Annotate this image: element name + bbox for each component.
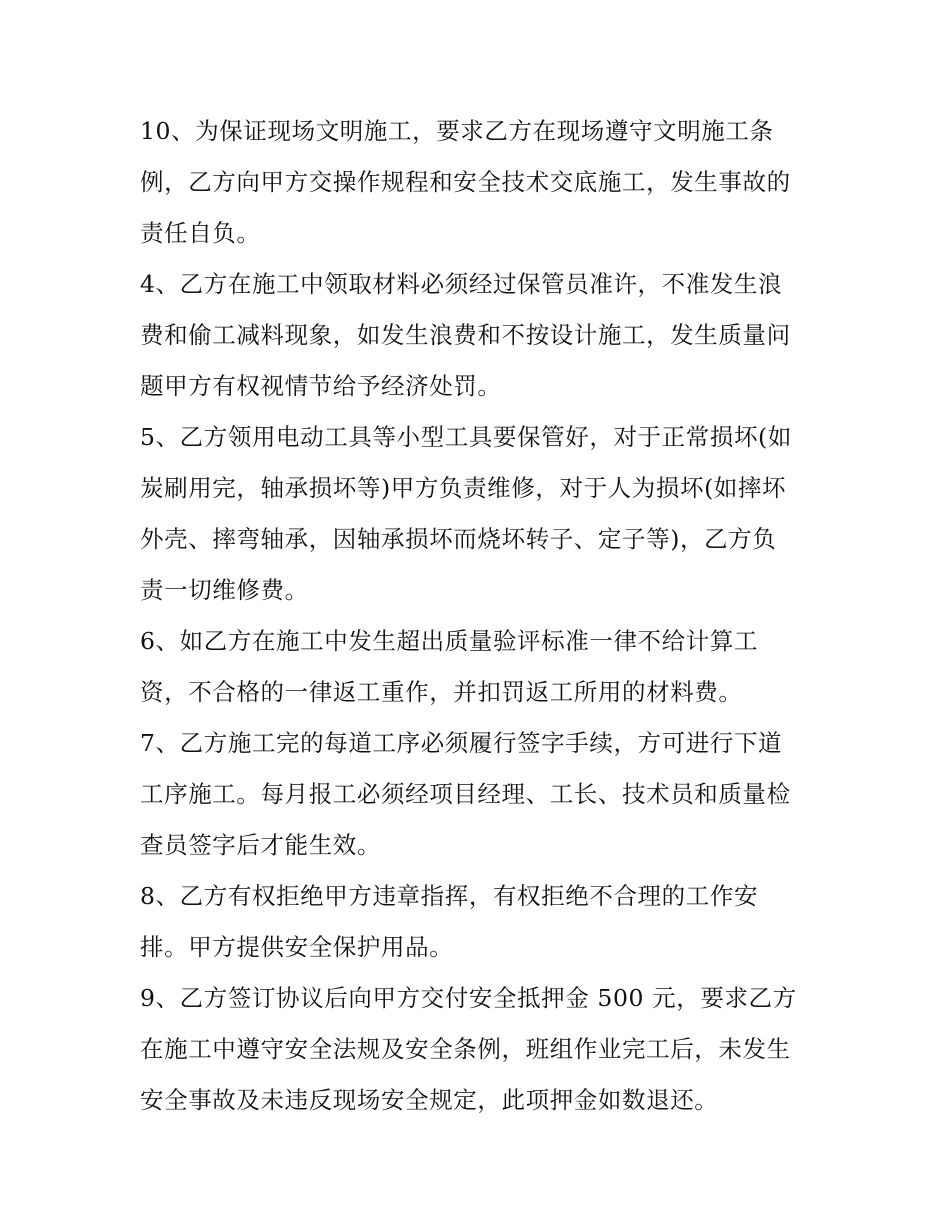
- text-line: 10、为保证现场文明施工，要求乙方在现场遵守文明施工条: [140, 117, 774, 145]
- text-line: 例，乙方向甲方交操作规程和安全技术交底施工，发生事故的: [140, 168, 791, 196]
- text-line: 6、如乙方在施工中发生超出质量验评标准一律不给计算工: [140, 627, 759, 655]
- text-line: 费和偷工减料现象，如发生浪费和不按设计施工，发生质量问: [140, 321, 791, 349]
- clause-6: [140, 616, 812, 718]
- text-line: 5、乙方领用电动工具等小型工具要保管好，对于正常损坏(如: [140, 423, 792, 451]
- text-line: 安全事故及未违反现场安全规定，此项押金如数退还。: [140, 1086, 719, 1114]
- text-line: 责任自负。: [140, 219, 261, 247]
- clause-10: [140, 106, 812, 259]
- text-line: 排。甲方提供安全保护用品。: [140, 933, 454, 961]
- text-line: 在施工中遵守安全法规及安全条例，班组作业完工后，未发生: [140, 1035, 791, 1063]
- text-line: 外壳、摔弯轴承，因轴承损坏而烧坏转子、定子等)，乙方负: [140, 525, 777, 553]
- text-line: 9、乙方签订协议后向甲方交付安全抵押金 500 元，要求乙方: [140, 984, 797, 1012]
- clause-8: [140, 871, 812, 973]
- text-line: 责一切维修费。: [140, 576, 309, 604]
- document-page: [140, 106, 812, 1126]
- text-line: 资，不合格的一律返工重作，并扣罚返工所用的材料费。: [140, 678, 743, 706]
- text-line: 8、乙方有权拒绝甲方违章指挥，有权拒绝不合理的工作安: [140, 882, 759, 910]
- clause-7: [140, 718, 812, 871]
- clause-9: [140, 973, 812, 1126]
- text-line: 7、乙方施工完的每道工序必须履行签字手续，方可进行下道: [140, 729, 783, 757]
- text-line: 题甲方有权视情节给予经济处罚。: [140, 372, 502, 400]
- text-line: 工序施工。每月报工必须经项目经理、工长、技术员和质量检: [140, 780, 791, 808]
- clause-5: [140, 412, 812, 616]
- text-line: 炭刷用完，轴承损坏等)甲方负责维修，对于人为损坏(如摔坏: [140, 474, 787, 502]
- text-line: 查员签字后才能生效。: [140, 831, 381, 859]
- clause-4: [140, 259, 812, 412]
- text-line: 4、乙方在施工中领取材料必须经过保管员准许，不准发生浪: [140, 270, 783, 298]
